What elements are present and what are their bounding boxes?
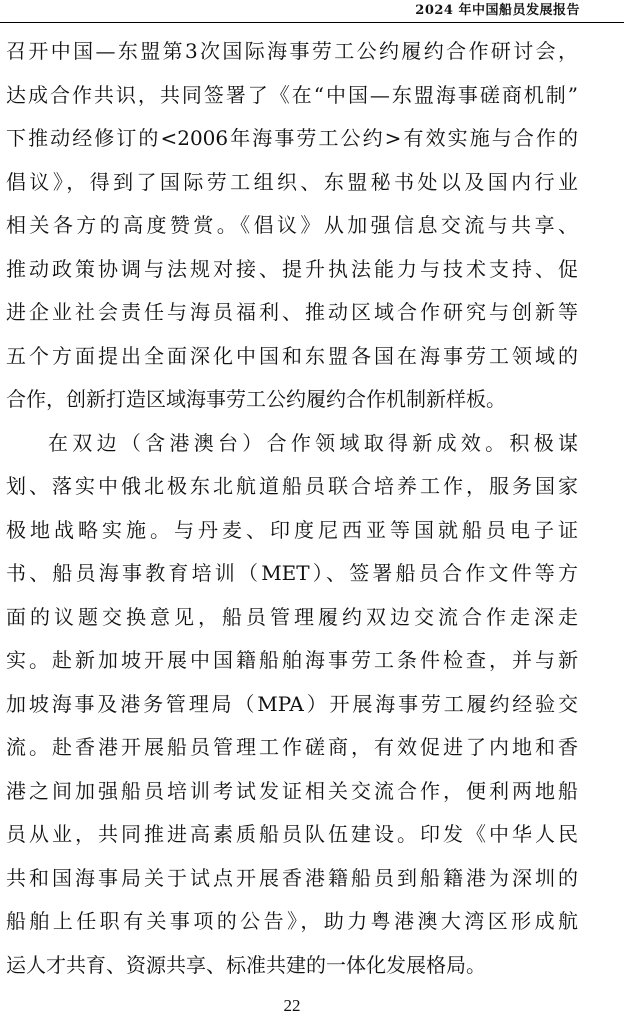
text-line: 书、船员海事教育培训（MET）、签署船员合作文件等方 — [6, 561, 578, 585]
text-line: 面的议题交换意见，船员管理履约双边交流合作走深走 — [6, 604, 578, 629]
text-line: 推动政策协调与法规对接、提升执法能力与技术支持、促 — [6, 256, 578, 281]
text-line: 港之间加强船员培训考试发证相关交流合作，便利两地船 — [6, 778, 578, 803]
page-number: 22 — [283, 996, 301, 1015]
paragraph-1 — [6, 30, 578, 422]
text-line: 员从业，共同推进高素质船员队伍建设。印发《中华人民 — [6, 822, 578, 846]
text-line: 共和国海事局关于试点开展香港籍船员到船籍港为深圳的 — [6, 865, 578, 890]
text-line: 加坡海事及港务管理局（MPA）开展海事劳工履约经验交 — [6, 691, 578, 716]
text-line: 船舶上任职有关事项的公告》，助力粤港澳大湾区形成航 — [6, 909, 578, 933]
text-line: 进企业社会责任与海员福利、推动区域合作研究与创新等 — [6, 300, 578, 324]
text-line: 运人才共育、资源共享、标准共建的一体化发展格局。 — [6, 952, 486, 977]
text-line: 合作，创新打造区域海事劳工公约履约合作机制新样板。 — [6, 387, 506, 411]
text-line: 下推动经修订的<2006年海事劳工公约>有效实施与合作的 — [6, 126, 578, 150]
text-line: 极地战略实施。与丹麦、印度尼西亚等国就船员电子证 — [6, 517, 578, 542]
text-line: 相关各方的高度赞赏。《倡议》从加强信息交流与共享、 — [6, 213, 578, 237]
text-line: 达成合作共识，共同签署了《在“中国—东盟海事磋商机制” — [6, 82, 578, 107]
text-line: 倡议》，得到了国际劳工组织、东盟秘书处以及国内行业 — [6, 169, 578, 194]
text-line: 流。赴香港开展船员管理工作磋商，有效促进了内地和香 — [6, 735, 578, 759]
report-title: 2024 年中国船员发展报告 — [415, 3, 580, 18]
running-header — [0, 0, 624, 23]
paragraph-2 — [6, 422, 578, 988]
text-line: 实。赴新加坡开展中国籍船舶海事劳工条件检查，并与新 — [6, 648, 578, 672]
text-line: 召开中国—东盟第3次国际海事劳工公约履约合作研讨会， — [6, 39, 578, 63]
text-line: 五个方面提出全面深化中国和东盟各国在海事劳工领域的 — [6, 343, 578, 368]
text-line: 划、落实中俄北极东北航道船员联合培养工作，服务国家 — [6, 474, 578, 498]
body-text — [6, 30, 578, 987]
text-line: 在双边（含港澳台）合作领域取得新成效。积极谋 — [48, 430, 578, 455]
